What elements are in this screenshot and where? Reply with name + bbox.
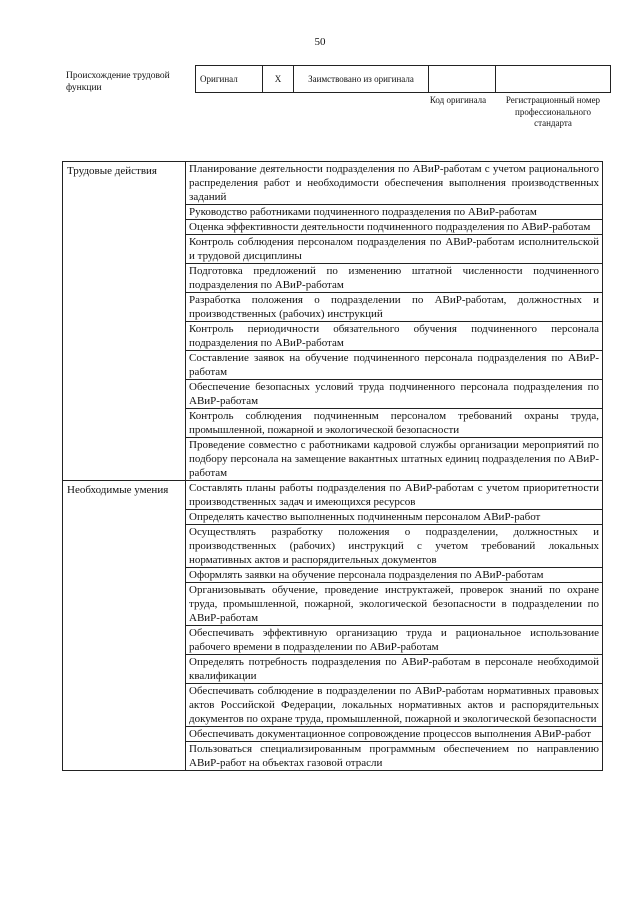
list-item: Обеспечивать эффективную организацию труда и рациональное использование рабочего времени в подразделении по АВиР-работам bbox=[186, 626, 603, 655]
list-item: Контроль соблюдения подчиненным персоналом требований охраны труда, промышленной, пожарной и экологической безопасности bbox=[186, 409, 603, 438]
table-row bbox=[63, 481, 603, 510]
table-row bbox=[63, 162, 603, 205]
code-cell bbox=[429, 66, 496, 93]
list-item: Планирование деятельности подразделения по АВиР-работам с учетом рационального распределения работ и необходимости обеспечения выполнения производственных заданий bbox=[186, 162, 603, 205]
page-number: 50 bbox=[314, 36, 326, 48]
origin-table bbox=[195, 65, 611, 93]
list-item: Составление заявок на обучение подчиненного персонала подразделения по АВиР-работам bbox=[186, 351, 603, 380]
list-item: Контроль соблюдения персоналом подразделения по АВиР-работам исполнительской и трудовой дисциплины bbox=[186, 235, 603, 264]
list-item: Обеспечение безопасных условий труда подчиненного персонала подразделения по АВиР-работам bbox=[186, 380, 603, 409]
list-item: Обеспечивать документационное сопровождение процессов выполнения АВиР-работ bbox=[186, 727, 603, 742]
list-item: Подготовка предложений по изменению штатной численности подчиненного подразделения по АВиР-работам bbox=[186, 264, 603, 293]
code-caption: Код оригинала bbox=[429, 95, 487, 105]
list-item: Составлять планы работы подразделения по АВиР-работам с учетом приоритетности производственных задач и имеющихся ресурсов bbox=[186, 481, 603, 510]
original-cell: Оригинал bbox=[196, 66, 263, 93]
borrowed-cell: Заимствовано из оригинала bbox=[294, 66, 429, 93]
list-item: Оценка эффективности деятельности подчиненного подразделения по АВиР-работам bbox=[186, 220, 603, 235]
origin-label: Происхождение трудовой функции bbox=[66, 71, 170, 93]
reg-number-cell bbox=[496, 66, 611, 93]
list-item: Руководство работниками подчиненного подразделения по АВиР-работам bbox=[186, 205, 603, 220]
list-item: Оформлять заявки на обучение персонала подразделения по АВиР-работам bbox=[186, 568, 603, 583]
original-mark: X bbox=[263, 66, 294, 93]
section-title: Трудовые действия bbox=[63, 162, 186, 481]
list-item: Определять потребность подразделения по АВиР-работам в персонале необходимой квалификации bbox=[186, 655, 603, 684]
list-item: Осуществлять разработку положения о подразделении, должностных и производственных (рабочих) инструкций с учетом требований локальных нормативных актов и распорядительных документов bbox=[186, 525, 603, 568]
list-item: Проведение совместно с работниками кадровой службы организации мероприятий по подбору персонала на замещение вакантных штатных единиц подразделения по АВиР-работам bbox=[186, 438, 603, 481]
list-item: Обеспечивать соблюдение в подразделении по АВиР-работам нормативных правовых актов Российской Федерации, локальных нормативных актов и распорядительных документов по охране труда, промышленной, пожарной и экологической безопасности bbox=[186, 684, 603, 727]
section-title: Необходимые умения bbox=[63, 481, 186, 771]
list-item: Контроль периодичности обязательного обучения подчиненного персонала подразделения по АВиР-работам bbox=[186, 322, 603, 351]
list-item: Пользоваться специализированным программным обеспечением по направлению АВиР-работ на объектах газовой отрасли bbox=[186, 742, 603, 771]
reg-number-caption: Регистрационный номер профессионального стандарта bbox=[505, 95, 601, 128]
list-item: Организовывать обучение, проведение инструктажей, проверок знаний по охране труда, промышленной, пожарной, экологической безопасности в подразделении по АВиР-работам bbox=[186, 583, 603, 626]
list-item: Определять качество выполненных подчиненным персоналом АВиР-работ bbox=[186, 510, 603, 525]
labor-function-table bbox=[62, 161, 603, 771]
list-item: Разработка положения о подразделении по АВиР-работам, должностных и производственных (рабочих) инструкций bbox=[186, 293, 603, 322]
